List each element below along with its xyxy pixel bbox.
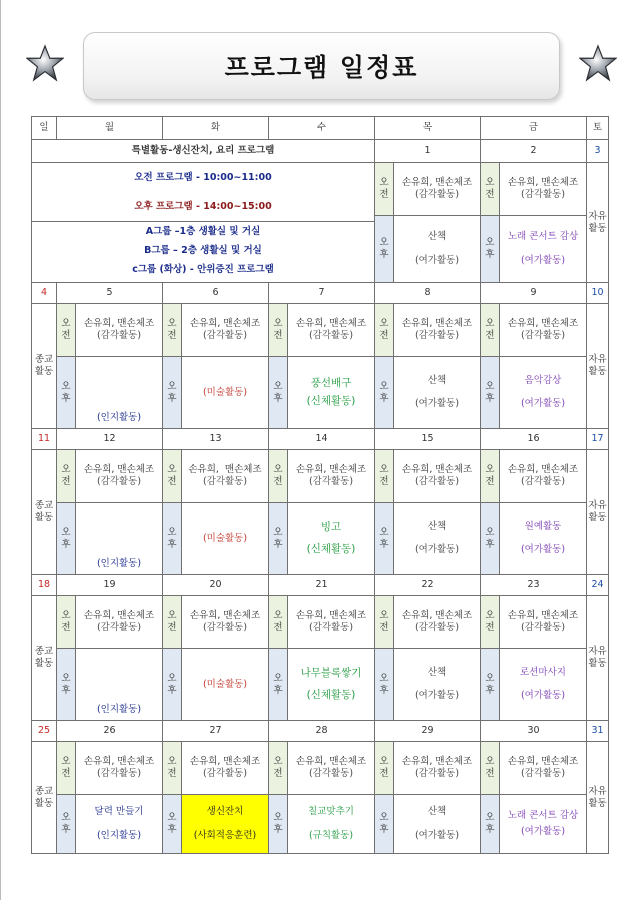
pm-label: 오 후 [163,357,182,429]
date-wed: 7 [269,283,375,304]
pm-label: 오 후 [375,649,394,721]
date-sun: 11 [32,429,57,450]
thu-pm-activity: 산책 (여가활동) [394,649,481,721]
am-label: 오 전 [375,304,394,357]
am-label: 오 전 [375,742,394,795]
pm-label: 오 후 [269,795,288,854]
date-sun: 4 [32,283,57,304]
week5-am-row [32,742,609,795]
saturday-activity: 자유 활동 [587,450,609,575]
wed-pm-activity: 빙고 (신체활동) [288,503,375,575]
wed-am-activity: 손유희, 맨손체조 (감각활동) [288,596,375,649]
date-fri: 9 [481,283,587,304]
date-fri: 16 [481,429,587,450]
am-label: 오 전 [269,596,288,649]
week5-pm-row [32,795,609,854]
group-c-info: c그룹 (화상) - 안위증진 프로그램 [132,264,274,276]
mon-am-activity: 손유희, 맨손체조 (감각활동) [76,450,163,503]
am-label: 오 전 [375,163,394,216]
mon-pm-activity: (인지활동) [76,503,163,575]
wed-pm-activity: 칠교맞추기 (규칙활동) [288,795,375,854]
date-sun: 25 [32,721,57,742]
date-thu: 1 [375,140,481,163]
wed-am-activity: 손유희, 맨손체조 (감각활동) [288,304,375,357]
date-sat: 10 [587,283,609,304]
am-label: 오 전 [163,742,182,795]
am-label: 오 전 [269,450,288,503]
am-label: 오 전 [481,163,500,216]
week1-am-row [32,163,609,216]
saturday-activity: 자유 활동 [587,596,609,721]
thu-pm-activity: 산책 (여가활동) [394,795,481,854]
fri-am-activity: 손유희, 맨손체조 (감각활동) [500,450,587,503]
week1-date-row [32,140,609,163]
date-thu: 15 [375,429,481,450]
sunday-activity: 종교 활동 [32,304,57,429]
am-label: 오 전 [269,742,288,795]
pm-label: 오 후 [375,216,394,283]
program-info [32,163,375,283]
thu-am-activity: 손유희, 맨손체조 (감각활동) [394,742,481,795]
wed-pm-activity: 풍선배구 (신체활동) [288,357,375,429]
pm-label: 오 후 [57,649,76,721]
fri-pm-activity: 음악감상 (여가활동) [500,357,587,429]
title-banner [83,32,560,100]
date-mon: 19 [57,575,163,596]
saturday-activity: 자유 활동 [587,163,609,283]
am-label: 오 전 [481,596,500,649]
date-tue: 6 [163,283,269,304]
am-label: 오 전 [163,596,182,649]
tue-pm-activity: 생신잔치 (사회적응훈련) [182,795,269,854]
week4-am-row [32,596,609,649]
week3-am-row [32,450,609,503]
date-tue: 27 [163,721,269,742]
date-mon: 26 [57,721,163,742]
pm-label: 오 후 [163,795,182,854]
thu-am-activity: 손유희, 맨손체조 (감각활동) [394,304,481,357]
date-thu: 29 [375,721,481,742]
date-wed: 21 [269,575,375,596]
tue-am-activity: 손유희, 맨손체조 (감각활동) [182,596,269,649]
sunday-activity: 종교 활동 [32,596,57,721]
thu-pm-activity: 산책 (여가활동) [394,216,481,283]
pm-label: 오 후 [375,503,394,575]
date-tue: 20 [163,575,269,596]
pm-label: 오 후 [269,649,288,721]
saturday-activity: 자유 활동 [587,742,609,854]
weekday-header-row [32,117,609,140]
mon-pm-activity: (인지활동) [76,357,163,429]
group-a-info: A그룹 –1층 생활실 및 거실 [145,225,261,237]
page-title: 프로그램 일정표 [224,53,419,82]
star-icon [579,44,617,82]
date-tue: 13 [163,429,269,450]
date-mon: 5 [57,283,163,304]
am-label: 오 전 [375,450,394,503]
thu-am-activity: 손유희, 맨손체조 (감각활동) [394,596,481,649]
week2-pm-row [32,357,609,429]
thu-pm-activity: 산책 (여가활동) [394,503,481,575]
date-sat: 3 [587,140,609,163]
pm-label: 오 후 [57,357,76,429]
date-sat: 31 [587,721,609,742]
am-label: 오 전 [57,742,76,795]
am-label: 오 전 [375,596,394,649]
am-label: 오 전 [481,304,500,357]
date-fri: 30 [481,721,587,742]
date-sat: 17 [587,429,609,450]
thu-am-activity: 손유희, 맨손체조 (감각활동) [394,450,481,503]
date-sat: 24 [587,575,609,596]
star-icon [26,44,64,82]
date-thu: 8 [375,283,481,304]
pm-label: 오 후 [481,357,500,429]
wed-am-activity: 손유희, 맨손체조 (감각활동) [288,450,375,503]
wed-pm-activity: 나무블록쌓기 (신체활동) [288,649,375,721]
pm-label: 오 후 [375,357,394,429]
schedule-table [31,116,609,854]
week4-pm-row [32,649,609,721]
am-label: 오 전 [481,450,500,503]
fri-pm-activity: 원예활동 (여가활동) [500,503,587,575]
weekday-sun: 일 [32,117,57,140]
weekday-sat: 토 [587,117,609,140]
fri-pm-activity: 노래 콘서트 감상 (여가활동) [500,216,587,283]
pm-label: 오 후 [481,795,500,854]
am-program-time: 오전 프로그램 - 10:00~11:00 [134,171,272,183]
am-label: 오 전 [57,450,76,503]
pm-label: 오 후 [481,503,500,575]
date-wed: 28 [269,721,375,742]
pm-label: 오 후 [163,503,182,575]
pm-label: 오 후 [163,649,182,721]
wed-am-activity: 손유희, 맨손체조 (감각활동) [288,742,375,795]
pm-program-time: 오후 프로그램 - 14:00~15:00 [134,200,272,212]
weekday-mon: 월 [57,117,163,140]
thu-pm-activity: 산책 (여가활동) [394,357,481,429]
weekday-thu: 목 [375,117,481,140]
sunday-activity: 종교 활동 [32,742,57,854]
date-sun: 18 [32,575,57,596]
am-label: 오 전 [57,596,76,649]
fri-pm-activity: 로션마사지 (여가활동) [500,649,587,721]
week2-am-row [32,304,609,357]
tue-am-activity: 손유희, 맨손체조 (감각활동) [182,304,269,357]
date-thu: 22 [375,575,481,596]
tue-am-activity: 손유희, 맨손체조 (감각활동) [182,742,269,795]
date-mon: 12 [57,429,163,450]
pm-label: 오 후 [375,795,394,854]
sunday-activity: 종교 활동 [32,450,57,575]
week3-date-row [32,429,609,450]
mon-am-activity: 손유희, 맨손체조 (감각활동) [76,304,163,357]
week2-date-row [32,283,609,304]
am-label: 오 전 [163,304,182,357]
weekday-wed: 수 [269,117,375,140]
thu-am-activity: 손유희, 맨손체조 (감각활동) [394,163,481,216]
tue-pm-activity: (미술활동) [182,503,269,575]
am-label: 오 전 [481,742,500,795]
pm-label: 오 후 [269,503,288,575]
am-label: 오 전 [269,304,288,357]
pm-label: 오 후 [481,216,500,283]
saturday-activity: 자유 활동 [587,304,609,429]
fri-am-activity: 손유희, 맨손체조 (감각활동) [500,742,587,795]
pm-label: 오 후 [57,795,76,854]
am-label: 오 전 [163,450,182,503]
week5-date-row [32,721,609,742]
fri-am-activity: 손유희, 맨손체조 (감각활동) [500,304,587,357]
fri-am-activity: 손유희, 맨손체조 (감각활동) [500,163,587,216]
tue-pm-activity: (미술활동) [182,357,269,429]
mon-pm-activity: (인지활동) [76,649,163,721]
weekday-fri: 금 [481,117,587,140]
mon-am-activity: 손유희, 맨손체조 (감각활동) [76,742,163,795]
tue-pm-activity: (미술활동) [182,649,269,721]
fri-am-activity: 손유희, 맨손체조 (감각활동) [500,596,587,649]
pm-label: 오 후 [57,503,76,575]
date-wed: 14 [269,429,375,450]
mon-am-activity: 손유희, 맨손체조 (감각활동) [76,596,163,649]
week3-pm-row [32,503,609,575]
am-label: 오 전 [57,304,76,357]
week4-date-row [32,575,609,596]
tue-am-activity: 손유희, 맨손체조 (감각활동) [182,450,269,503]
page-edge [0,0,1,900]
pm-label: 오 후 [269,357,288,429]
date-fri: 23 [481,575,587,596]
date-fri: 2 [481,140,587,163]
pm-label: 오 후 [481,649,500,721]
mon-pm-activity: 달력 만들기 (인지활동) [76,795,163,854]
special-activity-note: 특별활동-생신잔치, 요리 프로그램 [32,140,375,163]
group-b-info: B그룹 – 2층 생활실 및 거실 [144,245,262,257]
weekday-tue: 화 [163,117,269,140]
fri-pm-activity: 노래 콘서트 감상 (여가활동) [500,795,587,854]
